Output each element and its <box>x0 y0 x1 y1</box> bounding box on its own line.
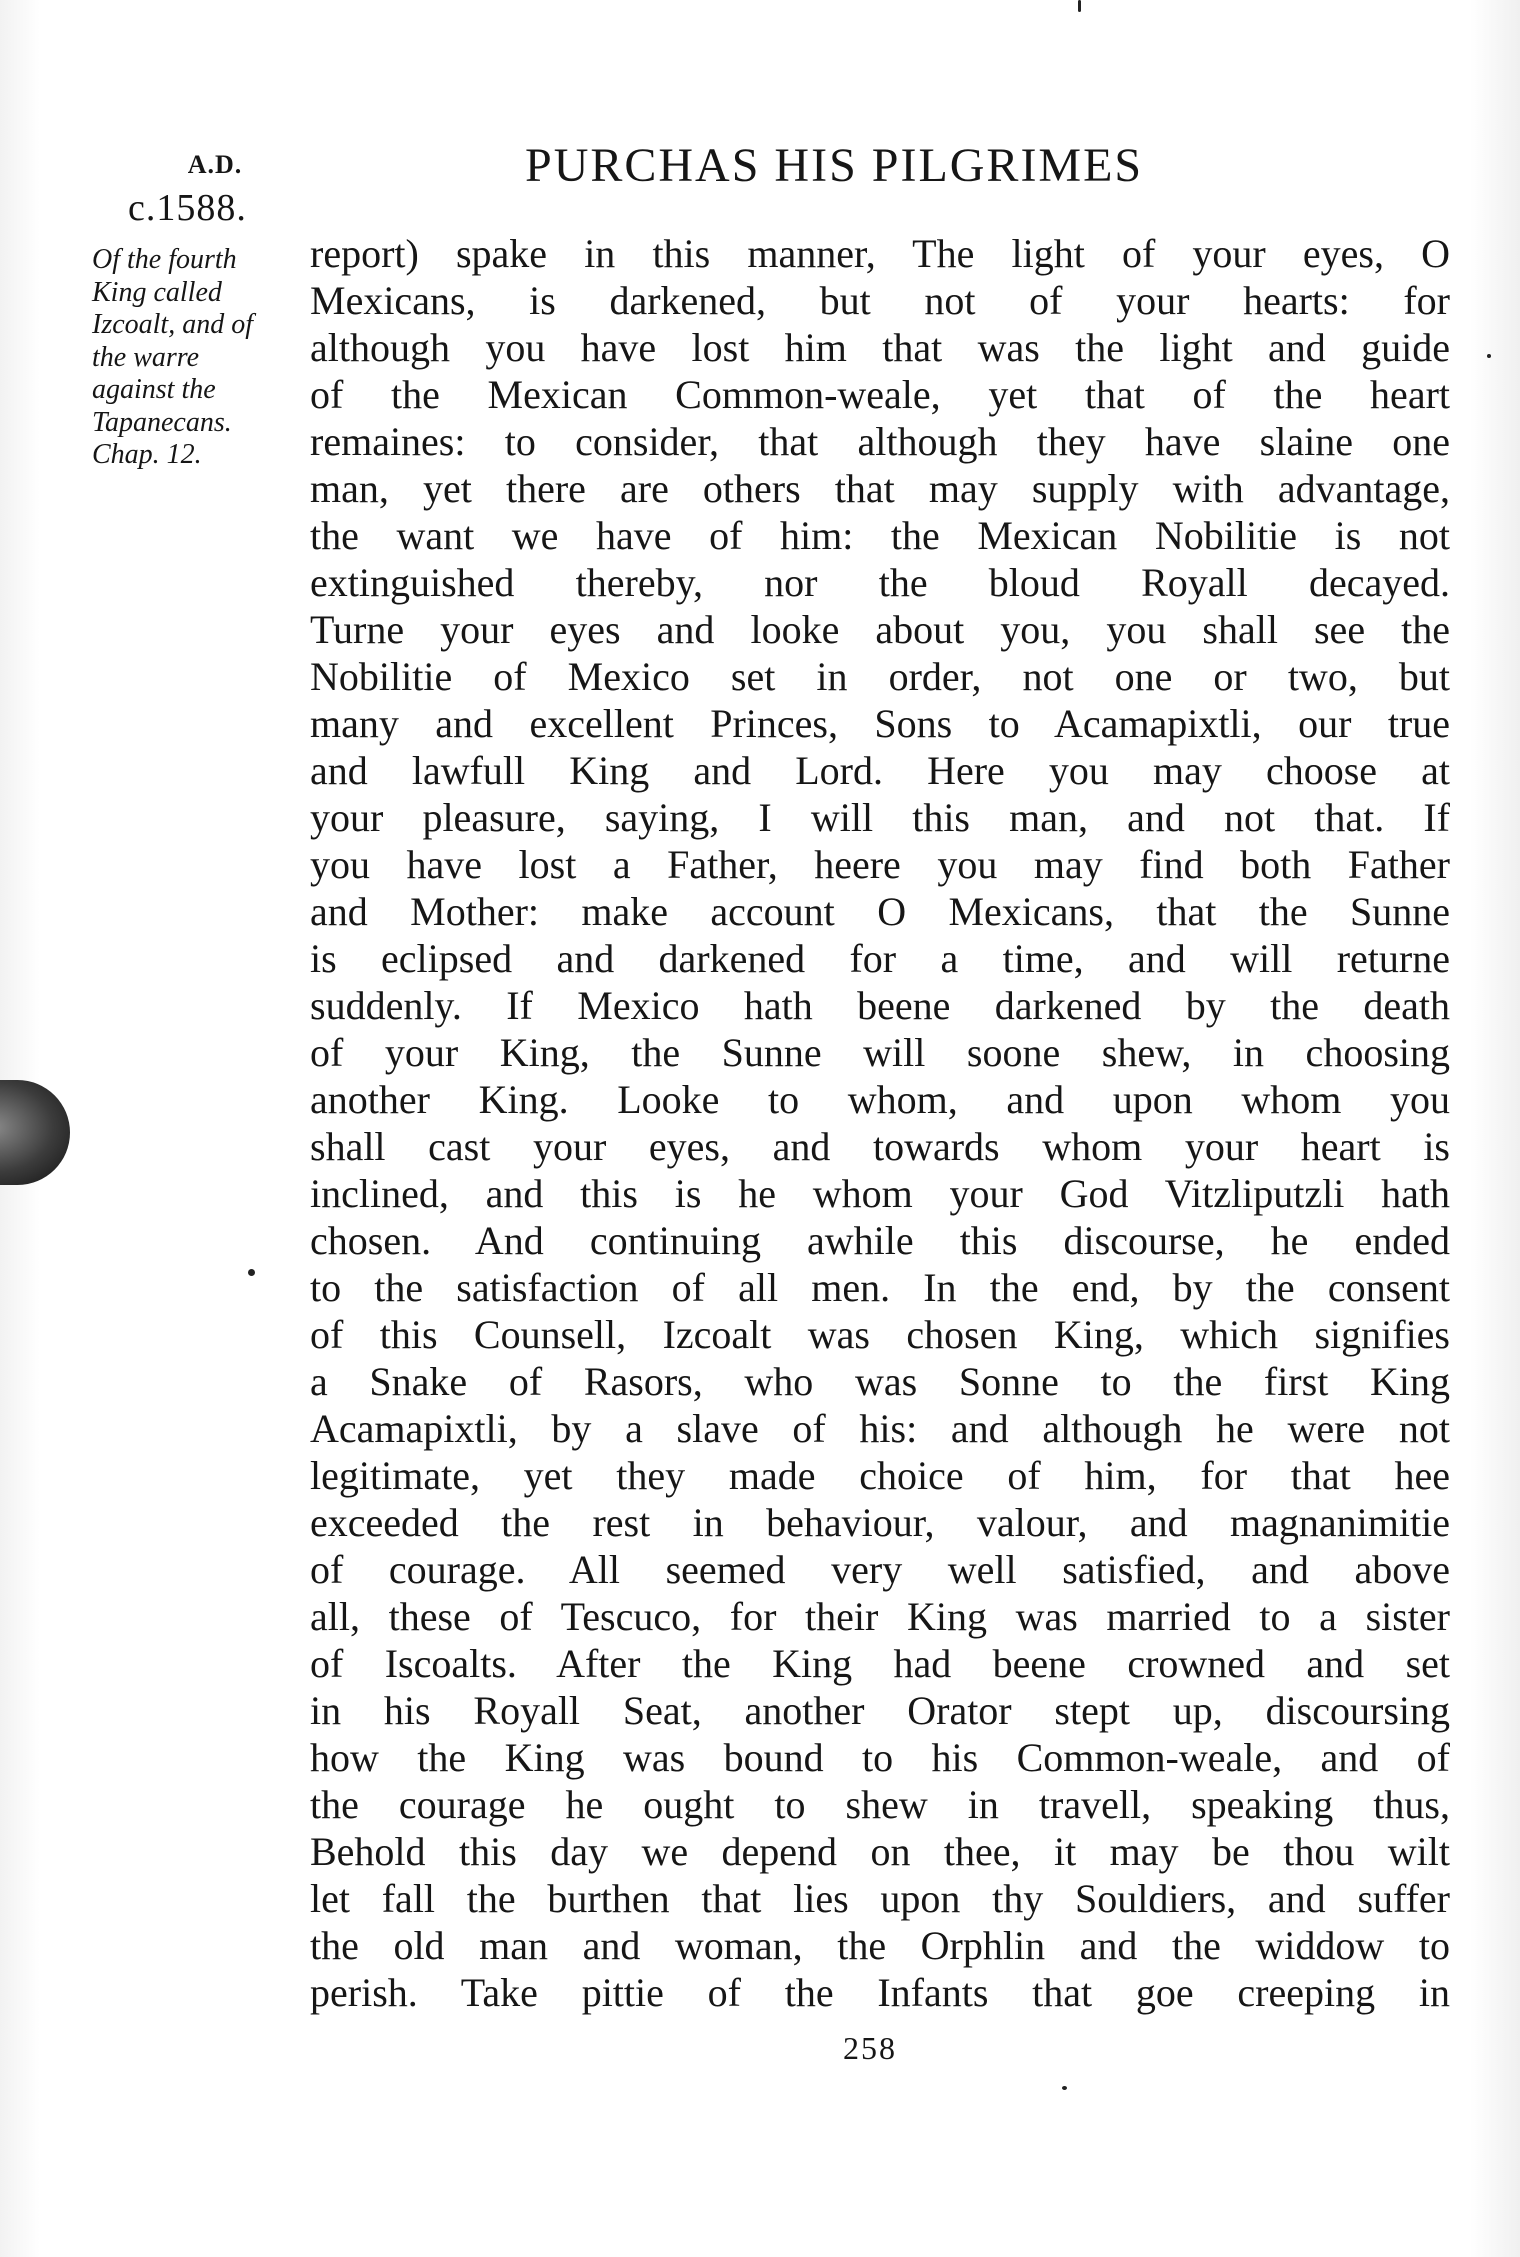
body-line: legitimate, yet they made choice of him, for that hee <box>310 1453 1450 1498</box>
body-line: the want we have of him: the Mexican Nobilitie is not <box>310 513 1450 558</box>
body-line: how the King was bound to his Common-weale, and of <box>310 1735 1450 1780</box>
body-line: report) spake in this manner, The light of your eyes, O <box>310 231 1450 276</box>
year-value: c.1588. <box>128 187 247 229</box>
thumb-shadow <box>0 1080 70 1185</box>
body-line: your pleasure, saying, I will this man, and not that. If <box>310 795 1450 840</box>
body-line: another King. Looke to whom, and upon whom you <box>310 1077 1450 1122</box>
body-line: chosen. And continuing awhile this discourse, he ended <box>310 1218 1450 1263</box>
body-line: many and excellent Princes, Sons to Acamapixtli, our true <box>310 701 1450 746</box>
body-line: of Iscoalts. After the King had beene crowned and set <box>310 1641 1450 1686</box>
body-line: of courage. All seemed very well satisfied, and above <box>310 1547 1450 1592</box>
margin-note <box>92 244 317 472</box>
margin-note-line: Of the fourth <box>92 244 237 275</box>
body-line: perish. Take pittie of the Infants that goe creeping in <box>310 1970 1450 2015</box>
margin-note-line: King called <box>92 276 222 308</box>
year-label: A.D. <box>187 150 243 179</box>
body-line: the courage he ought to shew in travell, speaking thus, <box>310 1782 1450 1827</box>
margin-note-line: Izcoalt, and of <box>92 309 253 340</box>
body-line: shall cast your eyes, and towards whom your heart is <box>310 1124 1450 1169</box>
margin-note-line: Chap. 12. <box>92 439 202 470</box>
ink-speck <box>1062 2086 1067 2090</box>
body-line: extinguished thereby, nor the bloud Royall decayed. <box>310 560 1450 605</box>
body-line: inclined, and this is he whom your God Vitzliputzli hath <box>310 1171 1450 1216</box>
body-line: Acamapixtli, by a slave of his: and although he were not <box>310 1406 1450 1451</box>
body-text <box>310 230 1450 2016</box>
body-line: Turne your eyes and looke about you, you shall see the <box>310 607 1450 652</box>
body-line: of this Counsell, Izcoalt was chosen King, which signifies <box>310 1312 1450 1357</box>
body-line: let fall the burthen that lies upon thy Souldiers, and suffer <box>310 1876 1450 1921</box>
body-line: and Mother: make account O Mexicans, that the Sunne <box>310 889 1450 934</box>
body-line: is eclipsed and darkened for a time, and will returne <box>310 936 1450 981</box>
body-line: although you have lost him that was the light and guide <box>310 325 1450 370</box>
running-title: PURCHAS HIS PILGRIMES <box>525 139 1144 192</box>
page-number: 258 <box>843 2030 897 2066</box>
body-line: in his Royall Seat, another Orator stept up, discoursing <box>310 1688 1450 1733</box>
body-line: suddenly. If Mexico hath beene darkened by the death <box>310 983 1450 1028</box>
ink-speck <box>248 1269 255 1276</box>
body-line: Behold this day we depend on thee, it may be thou wilt <box>310 1829 1450 1874</box>
body-line: of your King, the Sunne will soone shew, in choosing <box>310 1030 1450 1075</box>
body-line: and lawfull King and Lord. Here you may choose at <box>310 748 1450 793</box>
margin-note-line: against the <box>92 374 216 405</box>
body-line: exceeded the rest in behaviour, valour, and magnanimitie <box>310 1500 1450 1545</box>
ink-speck <box>1078 0 1081 12</box>
ink-speck <box>1487 354 1491 358</box>
body-line: you have lost a Father, heere you may find both Father <box>310 842 1450 887</box>
body-line: the old man and woman, the Orphlin and the widdow to <box>310 1923 1450 1968</box>
margin-note-line: Tapanecans. <box>92 406 232 438</box>
body-line: Nobilitie of Mexico set in order, not one or two, but <box>310 654 1450 699</box>
body-line: Mexicans, is darkened, but not of your hearts: for <box>310 278 1450 323</box>
body-line: all, these of Tescuco, for their King was married to a sister <box>310 1594 1450 1639</box>
body-line: a Snake of Rasors, who was Sonne to the first King <box>310 1359 1450 1404</box>
body-line: man, yet there are others that may supply with advantage, <box>310 466 1450 511</box>
body-line: of the Mexican Common-weale, yet that of the heart <box>310 372 1450 417</box>
body-line: remaines: to consider, that although they have slaine one <box>310 419 1450 464</box>
margin-note-line: the warre <box>92 341 200 373</box>
body-line: to the satisfaction of all men. In the end, by the consent <box>310 1265 1450 1310</box>
